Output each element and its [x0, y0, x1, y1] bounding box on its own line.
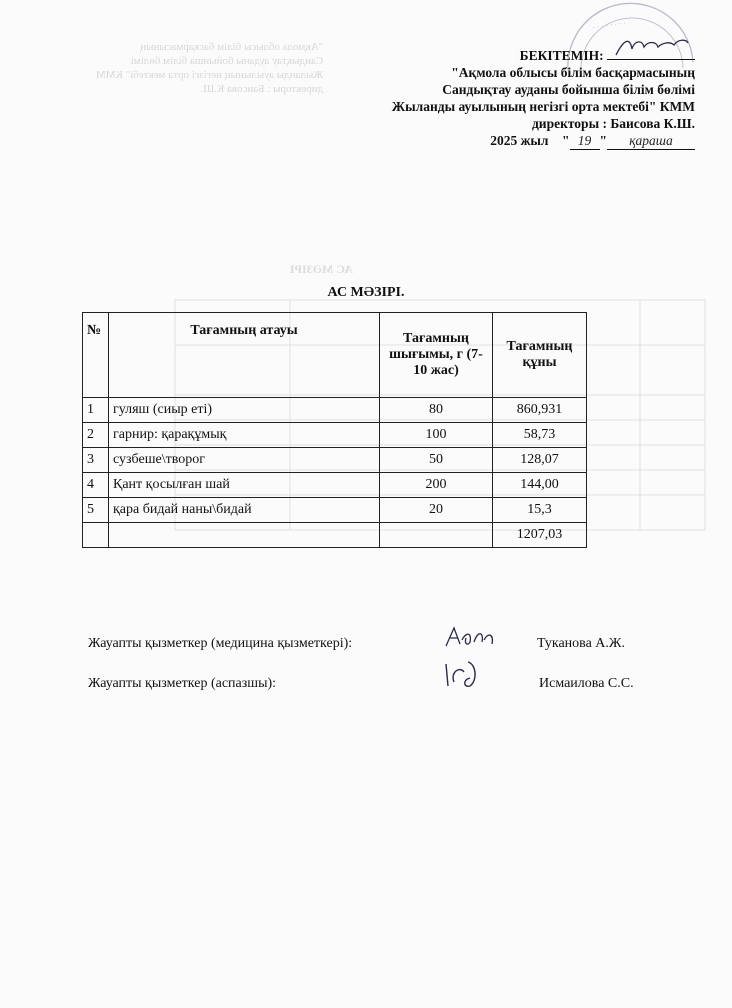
row-price: 860,931: [493, 398, 587, 423]
total-empty-cell: [380, 523, 493, 548]
menu-table: [82, 312, 587, 548]
row-dish-name: қара бидай наны\бидай: [109, 498, 380, 523]
approval-heading-line: [392, 47, 695, 64]
row-price: 15,3: [493, 498, 587, 523]
row-num: 4: [83, 473, 109, 498]
table-row: [83, 423, 587, 448]
table-row: [83, 398, 587, 423]
row-num: 1: [83, 398, 109, 423]
total-price: 1207,03: [493, 523, 587, 548]
total-empty-cell: [109, 523, 380, 548]
approval-month: қараша: [607, 132, 695, 150]
approval-year: 2025 жыл: [490, 133, 549, 148]
approval-org-line-3: Жыланды ауылының негізгі орта мектебі" КММ: [391, 99, 695, 114]
quote-open: ": [562, 133, 570, 148]
row-price: 128,07: [493, 448, 587, 473]
page-title: АС МӘЗІРІ.: [327, 285, 405, 300]
table-header-row: [83, 313, 587, 398]
bleed-through-table: АС МӘЗІРІ: [290, 262, 353, 276]
responsible-name: Исмаилова С.С.: [539, 676, 634, 691]
bleed-through-text: "Ақмола облысы білім басқармасының Сандықтау ауданы бойынша білім бөлімі Жыланды ауылының негізгі орта мектебі" КММ директоры : Баисова К.Ш.: [96, 41, 324, 95]
header-price: Тағамның құны: [493, 313, 587, 398]
table-total-row: [83, 523, 587, 548]
total-empty-cell: [83, 523, 109, 548]
row-dish-name: сузбеше\творог: [109, 448, 380, 473]
table-row: [83, 473, 587, 498]
director-signature: [612, 35, 692, 61]
cook-signature: [440, 658, 490, 690]
row-num: 3: [83, 448, 109, 473]
row-price: 58,73: [493, 423, 587, 448]
row-yield: 100: [380, 423, 493, 448]
responsible-name: Туканова А.Ж.: [537, 636, 625, 651]
header-num: №: [83, 313, 109, 398]
row-num: 5: [83, 498, 109, 523]
svg-text:· · · · · · · ·: · · · · · · · ·: [592, 19, 627, 32]
table-row: [83, 498, 587, 523]
approval-day: 19: [570, 132, 600, 150]
table-row: [83, 448, 587, 473]
quote-close: ": [599, 133, 607, 148]
row-yield: 80: [380, 398, 493, 423]
responsible-role: Жауапты қызметкер (аспазшы):: [88, 676, 277, 691]
signature-line: [607, 47, 695, 60]
approval-date-line: [392, 132, 695, 150]
row-price: 144,00: [493, 473, 587, 498]
approval-heading: БЕКІТЕМІН:: [519, 48, 604, 63]
row-dish-name: гарнир: қарақұмық: [109, 423, 380, 448]
responsible-role: Жауапты қызметкер (медицина қызметкері):: [88, 636, 353, 651]
row-dish-name: гуляш (сиыр еті): [109, 398, 380, 423]
header-yield: Тағамның шығымы, г (7-10 жас): [380, 313, 493, 398]
approval-block: [392, 47, 695, 150]
row-yield: 20: [380, 498, 493, 523]
row-dish-name: Қант қосылған шай: [109, 473, 380, 498]
approval-org-line-2: Сандықтау ауданы бойынша білім бөлімі: [442, 82, 695, 97]
header-dish-name: Тағамның атауы: [109, 313, 380, 398]
approval-director-line: директоры : Баисова К.Ш.: [531, 116, 695, 131]
approval-org-line-1: "Ақмола облысы білім басқармасының: [451, 65, 695, 80]
medical-signature: [440, 622, 500, 652]
row-num: 2: [83, 423, 109, 448]
row-yield: 200: [380, 473, 493, 498]
row-yield: 50: [380, 448, 493, 473]
